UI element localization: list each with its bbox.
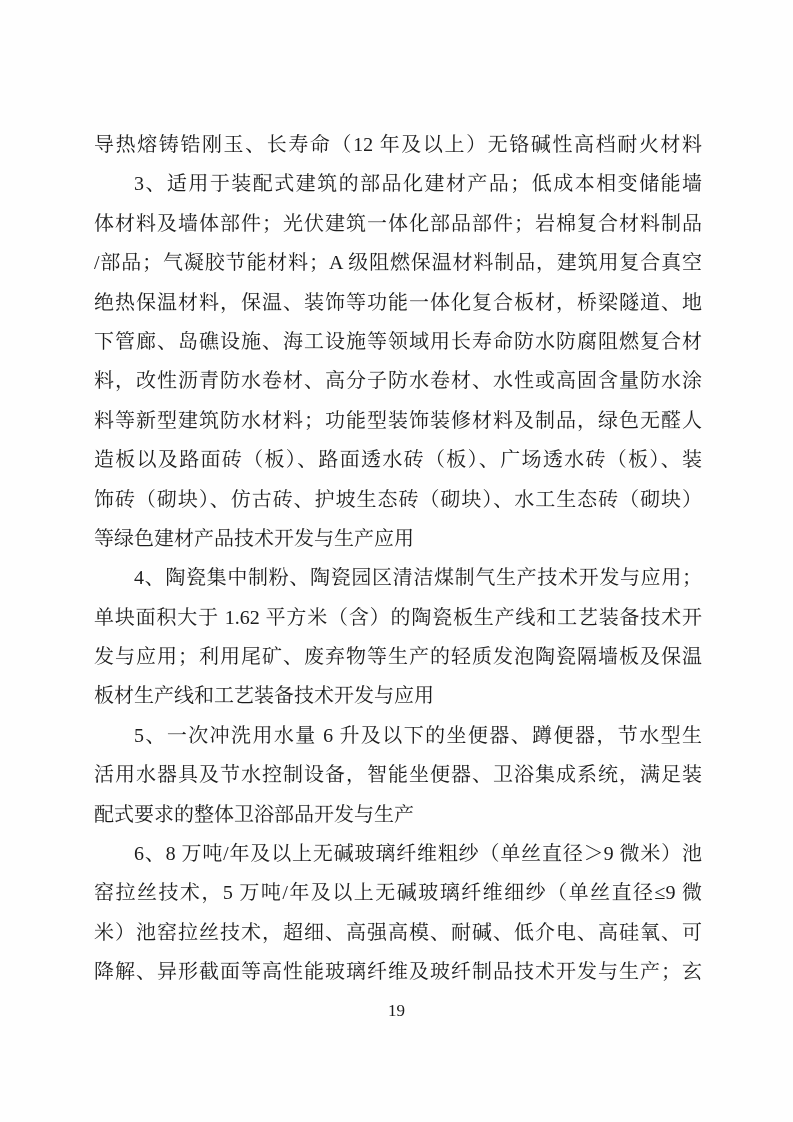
text-line: /部品；气凝胶节能材料；A 级阻燃保温材料制品，建筑用复合真空 bbox=[94, 252, 702, 275]
text-line: 造板以及路面砖（板）、路面透水砖（板）、广场透水砖（板）、装 bbox=[94, 449, 702, 472]
text-line: 窑拉丝技术，5 万吨/年及以上无碱玻璃纤维细纱（单丝直径≤9 微 bbox=[94, 882, 702, 905]
text-line: 6、8 万吨/年及以上无碱玻璃纤维粗纱（单丝直径＞9 微米）池 bbox=[134, 843, 702, 866]
text-line: 配式要求的整体卫浴部品开发与生产 bbox=[94, 803, 414, 826]
text-line: 导热熔铸锆刚玉、长寿命（12 年及以上）无铬碱性高档耐火材料 bbox=[94, 134, 702, 156]
text-line: 体材料及墙体部件；光伏建筑一体化部品部件；岩棉复合材料制品 bbox=[94, 212, 702, 235]
text-line: 料等新型建筑防水材料；功能型装饰装修材料及制品，绿色无醛人 bbox=[94, 409, 702, 432]
text-line: 等绿色建材产品技术开发与生产应用 bbox=[94, 527, 414, 550]
text-line: 发与应用；利用尾矿、废弃物等生产的轻质发泡陶瓷隔墙板及保温 bbox=[94, 646, 702, 669]
text-line: 米）池窑拉丝技术，超细、高强高模、耐碱、低介电、高硅氧、可 bbox=[94, 921, 702, 944]
text-line: 5、一次冲洗用水量 6 升及以下的坐便器、蹲便器，节水型生 bbox=[134, 724, 702, 747]
document-body-text bbox=[94, 126, 702, 993]
text-line: 3、适用于装配式建筑的部品化建材产品；低成本相变储能墙 bbox=[134, 173, 702, 196]
text-line: 单块面积大于 1.62 平方米（含）的陶瓷板生产线和工艺装备技术开 bbox=[94, 606, 702, 629]
page-number: 19 bbox=[388, 1001, 405, 1020]
text-line: 饰砖（砌块）、仿古砖、护坡生态砖（砌块）、水工生态砖（砌块） bbox=[94, 488, 702, 511]
text-line: 板材生产线和工艺装备技术开发与应用 bbox=[94, 685, 434, 708]
text-line: 料，改性沥青防水卷材、高分子防水卷材、水性或高固含量防水涂 bbox=[94, 370, 702, 393]
text-line: 下管廊、岛礁设施、海工设施等领域用长寿命防水防腐阻燃复合材 bbox=[94, 330, 702, 353]
text-line: 活用水器具及节水控制设备，智能坐便器、卫浴集成系统，满足装 bbox=[94, 764, 702, 787]
text-line: 降解、异形截面等高性能玻璃纤维及玻纤制品技术开发与生产；玄 bbox=[94, 961, 702, 984]
text-line: 绝热保温材料，保温、装饰等功能一体化复合板材，桥梁隧道、地 bbox=[94, 291, 702, 314]
text-line: 4、陶瓷集中制粉、陶瓷园区清洁煤制气生产技术开发与应用； bbox=[134, 567, 702, 590]
